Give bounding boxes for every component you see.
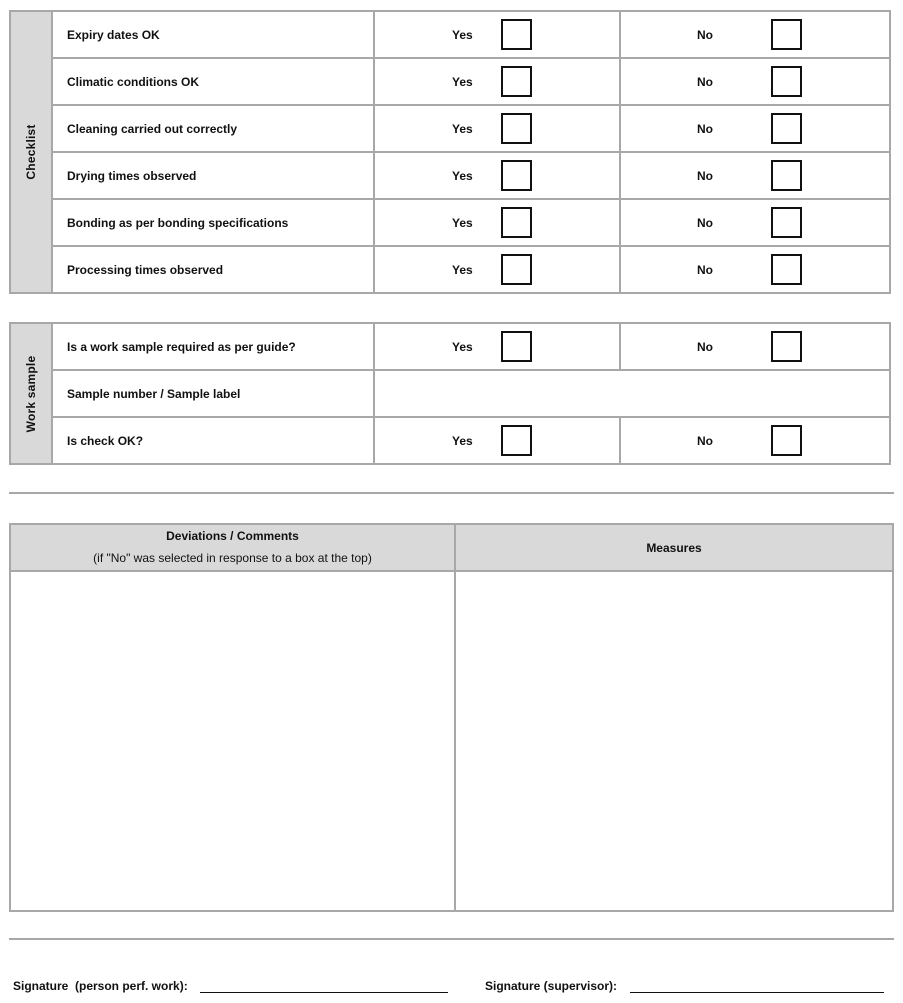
divider <box>9 492 894 494</box>
checklist-row-drying <box>53 153 889 200</box>
yes-label: Yes <box>452 27 473 42</box>
row-label: Bonding as per bonding specifications <box>67 215 289 230</box>
yes-checkbox[interactable] <box>501 425 532 456</box>
yes-checkbox[interactable] <box>501 207 532 238</box>
worker-signature-label: Signature (person perf. work): <box>13 979 188 993</box>
yes-label: Yes <box>452 215 473 230</box>
no-label: No <box>697 168 713 183</box>
row-label: Expiry dates OK <box>67 27 160 42</box>
yes-label: Yes <box>452 168 473 183</box>
no-checkbox[interactable] <box>771 160 802 191</box>
no-label: No <box>697 262 713 277</box>
supervisor-signature-label: Signature (supervisor): <box>485 979 618 993</box>
yes-checkbox[interactable] <box>501 331 532 362</box>
deviations-note: (if "No" was selected in response to a box at the top) <box>93 551 372 565</box>
no-checkbox[interactable] <box>771 66 802 97</box>
divider <box>9 938 894 940</box>
no-checkbox[interactable] <box>771 331 802 362</box>
no-checkbox[interactable] <box>771 254 802 285</box>
no-checkbox[interactable] <box>771 19 802 50</box>
yes-label: Yes <box>452 339 473 354</box>
sample-number-field[interactable] <box>373 371 889 416</box>
row-label: Climatic conditions OK <box>67 74 200 89</box>
yes-checkbox[interactable] <box>501 113 532 144</box>
yes-label: Yes <box>452 74 473 89</box>
sample-number-row <box>53 371 889 418</box>
row-label: Processing times observed <box>67 262 224 277</box>
row-label: Drying times observed <box>67 168 197 183</box>
no-checkbox[interactable] <box>771 113 802 144</box>
work-sample-table <box>9 322 891 465</box>
worker-signature-line[interactable] <box>200 992 448 993</box>
measures-area[interactable] <box>456 572 892 910</box>
checklist-row-processing <box>53 247 889 292</box>
checklist-row-bonding <box>53 200 889 247</box>
yes-label: Yes <box>452 262 473 277</box>
checklist-table <box>9 10 891 294</box>
no-label: No <box>697 74 713 89</box>
no-label: No <box>697 121 713 136</box>
row-label: Is a work sample required as per guide? <box>67 339 296 354</box>
no-checkbox[interactable] <box>771 425 802 456</box>
checklist-row-climatic <box>53 59 889 106</box>
no-label: No <box>697 215 713 230</box>
no-label: No <box>697 27 713 42</box>
check-ok-row <box>53 418 889 463</box>
row-label: Sample number / Sample label <box>67 386 241 401</box>
deviations-comments-area[interactable] <box>11 572 454 910</box>
row-label: Cleaning carried out correctly <box>67 121 238 136</box>
work-sample-section-label: Work sample <box>11 324 53 463</box>
deviations-table <box>9 523 894 912</box>
checklist-row-cleaning <box>53 106 889 153</box>
work-sample-required-row <box>53 324 889 371</box>
no-checkbox[interactable] <box>771 207 802 238</box>
yes-checkbox[interactable] <box>501 160 532 191</box>
measures-title: Measures <box>646 541 702 555</box>
yes-label: Yes <box>452 121 473 136</box>
no-label: No <box>697 339 713 354</box>
yes-checkbox[interactable] <box>501 66 532 97</box>
supervisor-signature-line[interactable] <box>630 992 884 993</box>
yes-checkbox[interactable] <box>501 254 532 285</box>
row-label: Is check OK? <box>67 433 144 448</box>
deviations-title: Deviations / Comments <box>166 529 299 543</box>
no-label: No <box>697 433 713 448</box>
yes-label: Yes <box>452 433 473 448</box>
checklist-section-label: Checklist <box>11 12 53 292</box>
yes-checkbox[interactable] <box>501 19 532 50</box>
checklist-row-expiry <box>53 12 889 59</box>
